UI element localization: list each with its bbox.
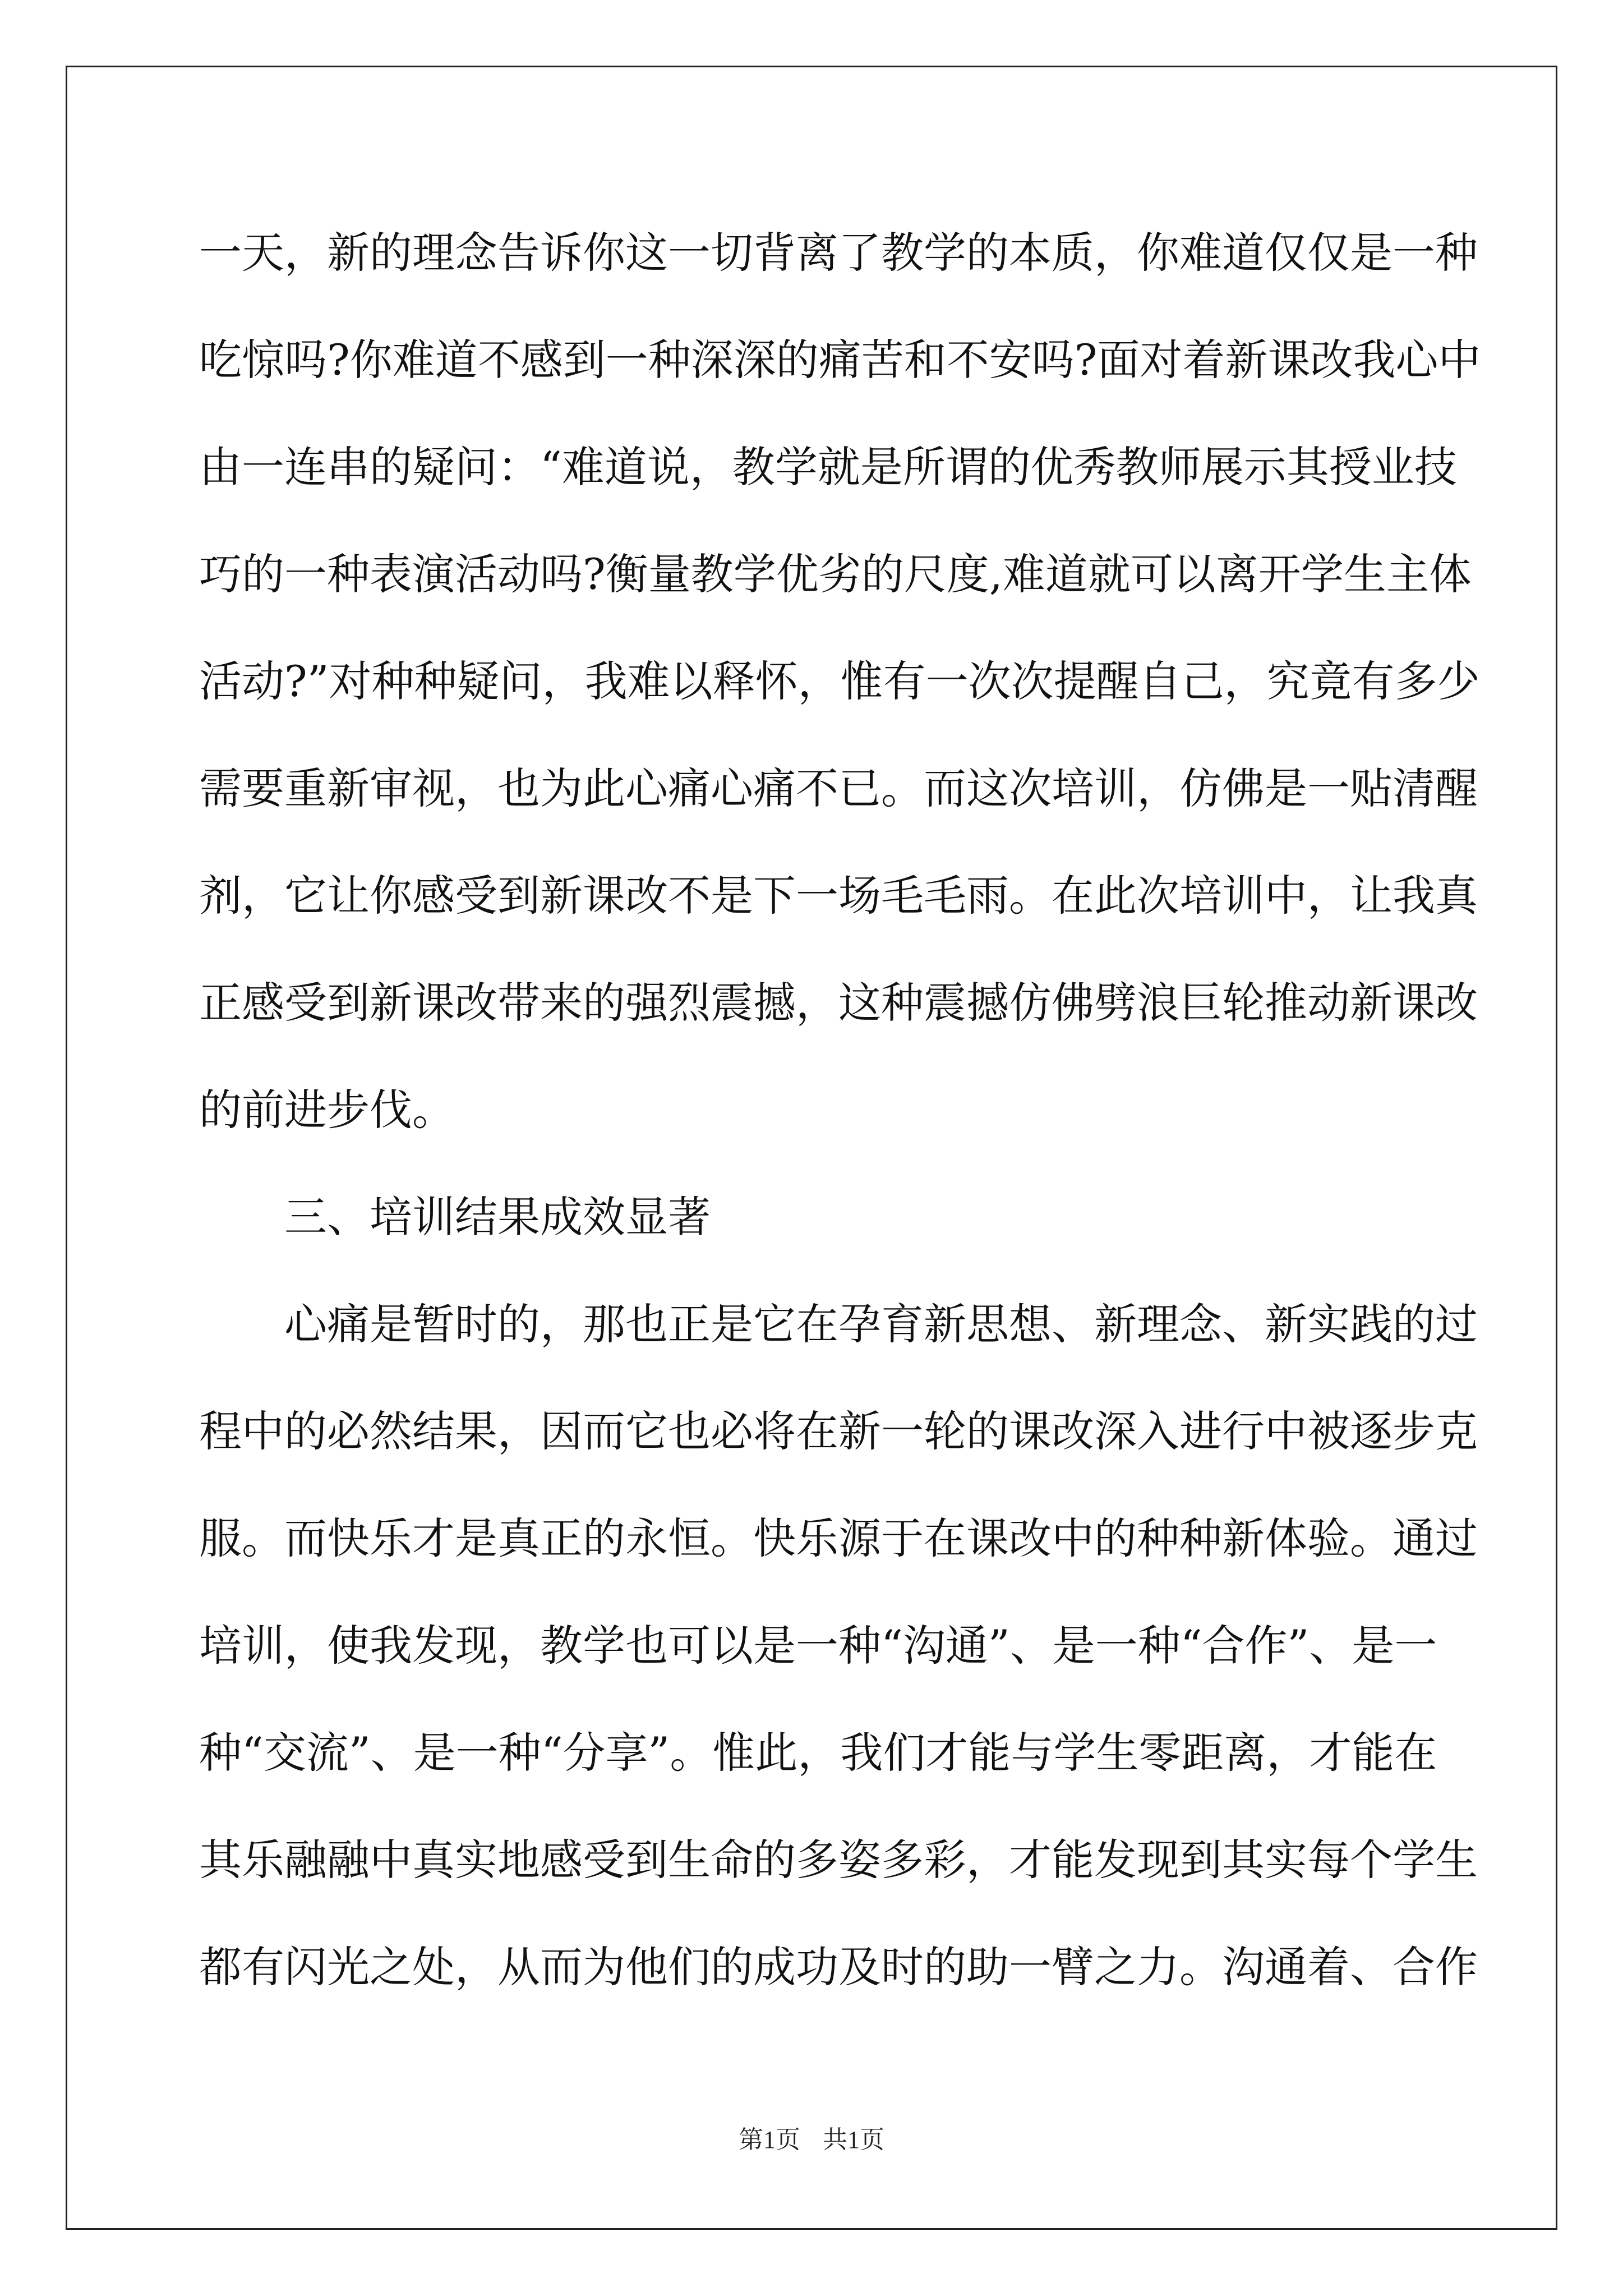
- paragraph-line: 需要重新审视，也为此心痛心痛不已。而这次培训，仿佛是一贴清醒: [199, 763, 1478, 813]
- paragraph-line: 剂，它让你感受到新课改不是下一场毛毛雨。在此次培训中，让我真: [199, 871, 1478, 921]
- paragraph-line: 培训，使我发现，教学也可以是一种“沟通”、是一种“合作”、是一: [199, 1621, 1437, 1671]
- page-number: 第1页: [739, 2126, 800, 2154]
- document-body: [199, 199, 1481, 2021]
- paragraph-line: 都有闪光之处，从而为他们的成功及时的助一臂之力。沟通着、合作: [199, 1942, 1478, 1992]
- page-footer: [0, 2119, 1623, 2155]
- paragraph-line: 心痛是暂时的，那也正是它在孕育新思想、新理念、新实践的过: [284, 1299, 1478, 1349]
- paragraph-line: 一天，新的理念告诉你这一切背离了教学的本质，你难道仅仅是一种: [199, 228, 1478, 278]
- paragraph-line: 的前进步伐。: [199, 1085, 455, 1135]
- paragraph-line: 其乐融融中真实地感受到生命的多姿多彩，才能发现到其实每个学生: [199, 1835, 1478, 1885]
- paragraph-line: 巧的一种表演活动吗?衡量教学优劣的尺度,难道就可以离开学生主体: [199, 549, 1472, 599]
- paragraph-line: 种“交流”、是一种“分享”。惟此，我们才能与学生零距离，才能在: [199, 1728, 1437, 1778]
- section-heading: 三、培训结果成效显著: [284, 1192, 711, 1242]
- paragraph-line: 服。而快乐才是真正的永恒。快乐源于在课改中的种种新体验。通过: [199, 1513, 1478, 1563]
- page-total: 共1页: [823, 2126, 884, 2154]
- paragraph-line: 程中的必然结果，因而它也必将在新一轮的课改深入进行中被逐步克: [199, 1406, 1478, 1456]
- paragraph-line: 正感受到新课改带来的强烈震撼，这种震撼仿佛劈浪巨轮推动新课改: [199, 978, 1478, 1028]
- paragraph-line: 活动?”对种种疑问，我难以释怀，惟有一次次提醒自己，究竟有多少: [199, 656, 1480, 706]
- paragraph-line: 由一连串的疑问：“难道说，教学就是所谓的优秀教师展示其授业技: [199, 442, 1457, 492]
- paragraph-line: 吃惊吗?你难道不感到一种深深的痛苦和不安吗?面对着新课改我心中: [199, 335, 1481, 385]
